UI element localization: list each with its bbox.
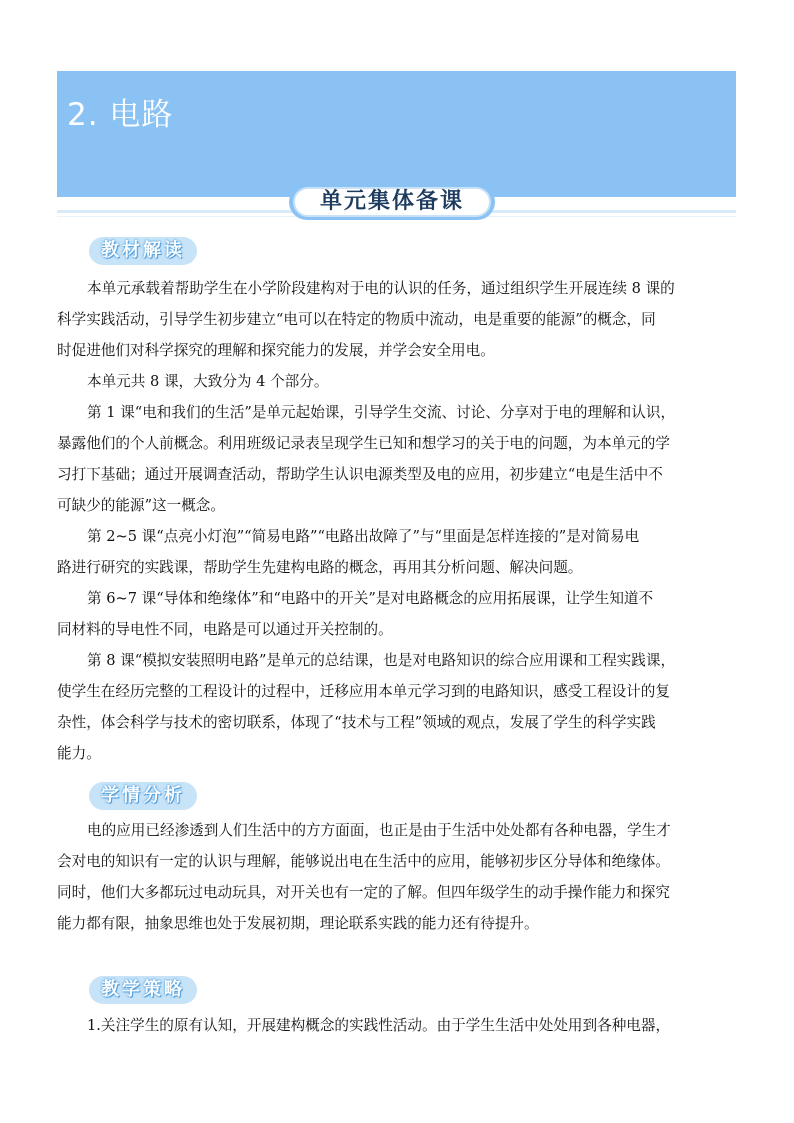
text-line: 杂性，体会科学与技术的密切联系，体现了“技术与工程”领域的观点，发展了学生的科学实践 bbox=[57, 714, 656, 731]
text-line: 同时，他们大多都玩过电动玩具，对开关也有一定的了解。但四年级学生的动手操作能力和探究 bbox=[57, 884, 670, 901]
text-line: 科学实践活动，引导学生初步建立“电可以在特定的物质中流动，电是重要的能源”的概念，同 bbox=[57, 311, 656, 328]
text-line: 第 6~7 课“导体和绝缘体”和“电路中的开关”是对电路概念的应用拓展课，让学生知道不 bbox=[87, 590, 654, 607]
paragraph-overview bbox=[57, 366, 739, 397]
paragraph-lesson-8 bbox=[57, 645, 739, 769]
paragraph-strategy bbox=[57, 1010, 739, 1041]
paragraph-student-analysis bbox=[57, 815, 739, 939]
paragraph-intro bbox=[57, 273, 739, 366]
text-line: 同材料的导电性不同，电路是可以通过开关控制的。 bbox=[57, 621, 393, 638]
text-line: 第 8 课“模拟安装照明电路”是单元的总结课，也是对电路知识的综合应用课和工程实践课， bbox=[87, 652, 676, 669]
paragraph-lesson-2-5 bbox=[57, 521, 739, 583]
title-banner bbox=[57, 71, 736, 197]
text-line: 暴露他们的个人前概念。利用班级记录表呈现学生已知和想学习的关于电的问题，为本单元的学 bbox=[57, 435, 670, 452]
paragraph-lesson-1 bbox=[57, 397, 739, 521]
text-line: 能力。 bbox=[57, 745, 101, 762]
text-line: 习打下基础；通过开展调查活动，帮助学生认识电源类型及电的应用，初步建立“电是生活中不 bbox=[57, 466, 663, 483]
text-line: 路进行研究的实践课，帮助学生先建构电路的概念，再用其分析问题、解决问题。 bbox=[57, 559, 583, 576]
tag-teaching-strategy: 教学策略 bbox=[89, 976, 197, 1004]
text-line: 1.关注学生的原有认知，开展建构概念的实践性活动。由于学生生活中处处用到各种电器， bbox=[87, 1017, 671, 1034]
text-line: 可缺少的能源”这一概念。 bbox=[57, 497, 225, 514]
text-line: 电的应用已经渗透到人们生活中的方方面面，也正是由于生活中处处都有各种电器，学生才 bbox=[87, 822, 671, 839]
text-line: 第 1 课“电和我们的生活”是单元起始课，引导学生交流、讨论、分享对于电的理解和认识， bbox=[87, 404, 676, 421]
section-heading bbox=[289, 184, 495, 220]
tag-textbook-analysis: 教材解读 bbox=[89, 237, 197, 265]
tag-student-analysis: 学情分析 bbox=[89, 782, 197, 810]
page-title: 2. 电路 bbox=[67, 97, 174, 133]
text-line: 使学生在经历完整的工程设计的过程中，迁移应用本单元学习到的电路知识，感受工程设计的复 bbox=[57, 683, 670, 700]
text-line: 会对电的知识有一定的认识与理解，能够说出电在生活中的应用，能够初步区分导体和绝缘体。 bbox=[57, 853, 670, 870]
text-line: 本单元共 8 课，大致分为 4 个部分。 bbox=[87, 373, 329, 390]
text-line: 时促进他们对科学探究的理解和探究能力的发展，并学会安全用电。 bbox=[57, 342, 495, 359]
text-line: 能力都有限，抽象思维也处于发展初期，理论联系实践的能力还有待提升。 bbox=[57, 915, 539, 932]
section-heading-label: 单元集体备课 bbox=[293, 187, 491, 217]
text-line: 本单元承载着帮助学生在小学阶段建构对于电的认识的任务，通过组织学生开展连续 8 课的 bbox=[87, 280, 675, 297]
paragraph-lesson-6-7 bbox=[57, 583, 739, 645]
text-line: 第 2~5 课“点亮小灯泡”“简易电路”“电路出故障了”与“里面是怎样连接的”是对简易电 bbox=[87, 528, 640, 545]
